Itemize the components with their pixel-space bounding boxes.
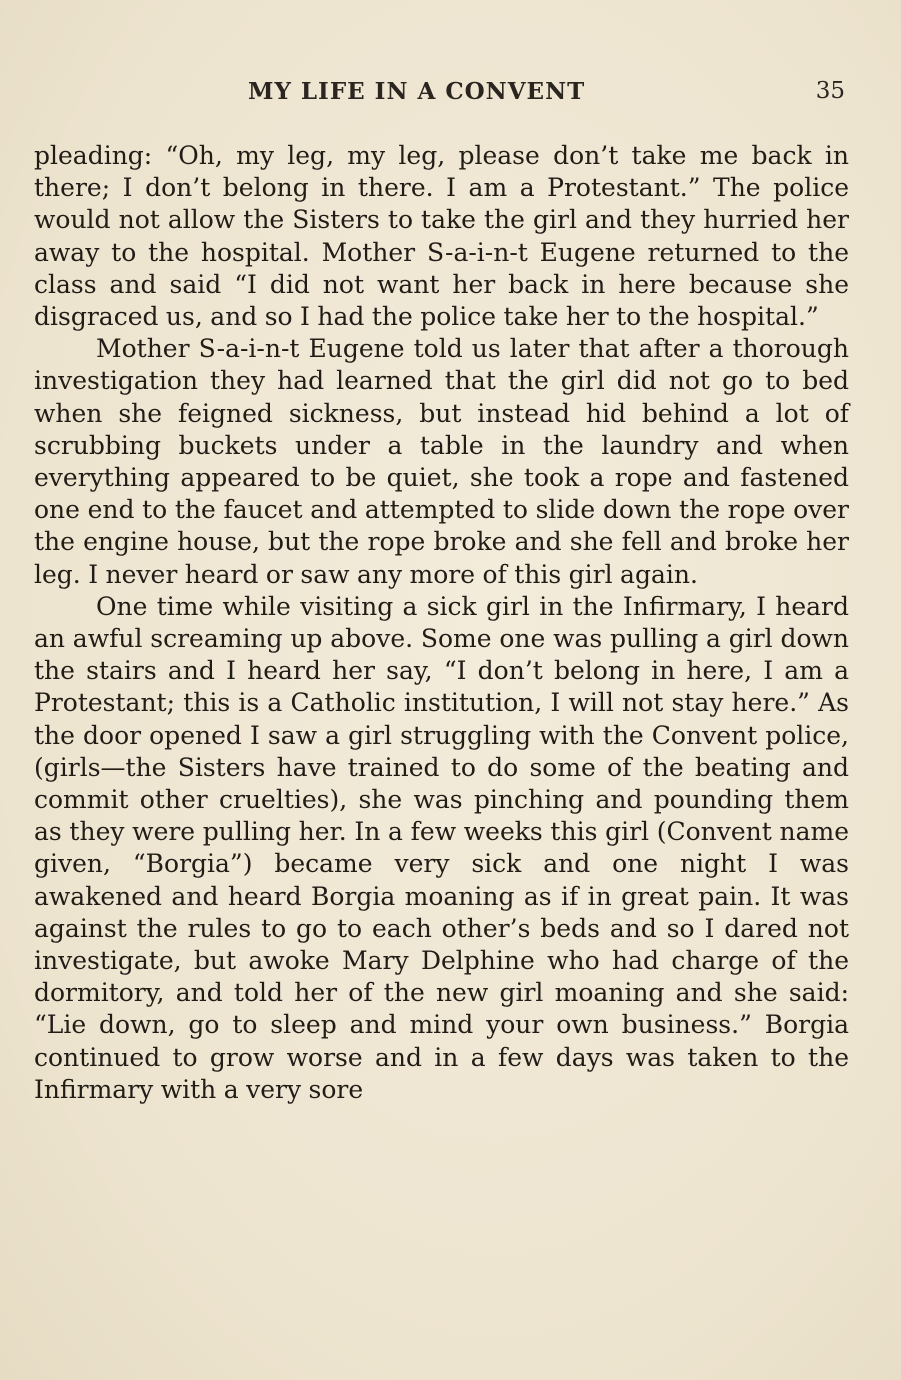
- running-head: [0, 78, 901, 112]
- paragraph: Mother S-a-i-n-t Eugene told us later that after a thorough investigation they had learned that the girl did not go to bed when she feigned sickness, but instead hid behind a lot of scrubbing buckets under a table in the laundry and when everything appeared to be quiet, she took a rope and fastened one end to the faucet and attempted to slide down the rope over the engine house, but the rope broke and she fell and broke her leg. I never heard or saw any more of this girl again.: [34, 334, 849, 589]
- paragraph-continued: pleading: “Oh, my leg, my leg, please don’t take me back in there; I don’t belong in there. I am a Protestant.” The police would not allow the Sisters to take the girl and they hurried her away to the hospital. Mother S-a-i-n-t Eugene returned to the class and said “I did not want her back in here because she disgraced us, and so I had the police take her to the hospital.”: [34, 141, 849, 332]
- running-title: MY LIFE IN A CONVENT: [248, 78, 586, 105]
- body-text: [34, 140, 849, 1106]
- page-number: 35: [815, 78, 845, 104]
- paragraph: One time while visiting a sick girl in the Infirmary, I heard an awful screaming up above. Some one was pulling a girl down the stairs and I heard her say, “I don’t belong in here, I am a Protestant; this is a Catholic institution, I will not stay here.” As the door opened I saw a girl struggling with the Convent police, (girls—the Sisters have trained to do some of the beating and commit other cruelties), she was pinching and pounding them as they were pulling her. In a few weeks this girl (Convent name given, “Borgia”) became very sick and one night I was awakened and heard Borgia moaning as if in great pain. It was against the rules to go to each other’s beds and so I dared not investigate, but awoke Mary Delphine who had charge of the dormitory, and told her of the new girl moaning and she said: “Lie down, go to sleep and mind your own business.” Borgia continued to grow worse and in a few days was taken to the Infirmary with a very sore: [34, 591, 849, 1104]
